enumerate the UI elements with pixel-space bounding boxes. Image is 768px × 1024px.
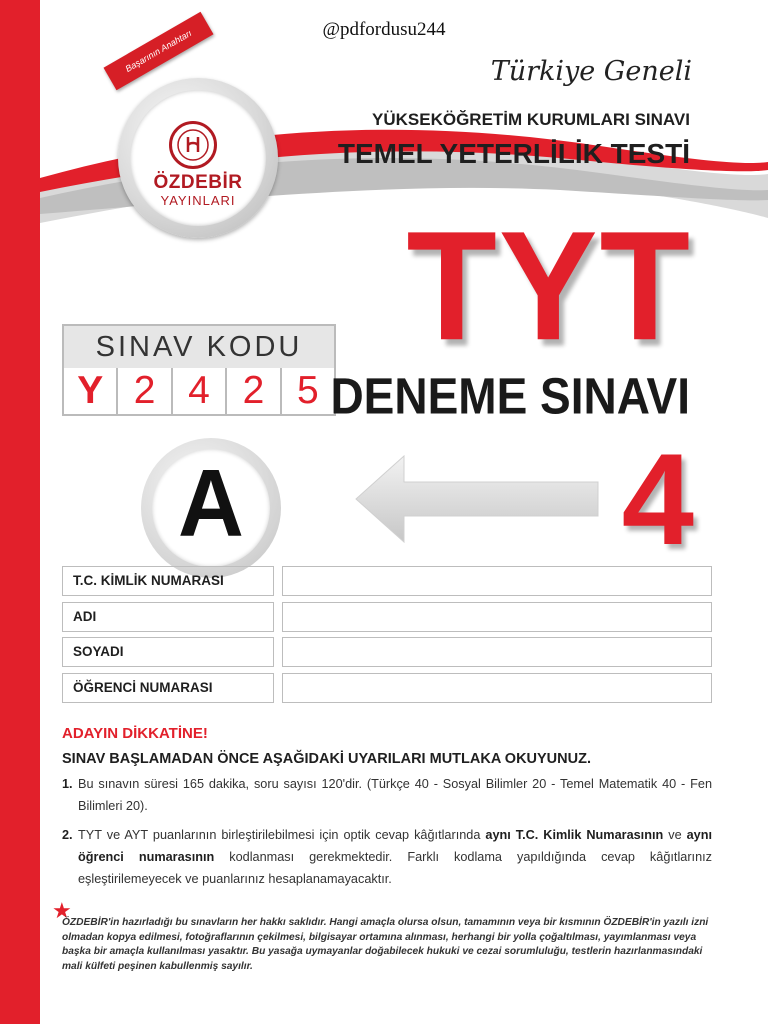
warning-item-text: Bu sınavın süresi 165 dakika, soru sayısı 120'dir. (Türkçe 40 - Sosyal Bilimler 20 - Temel Matematik 40 - Fen Bilimleri 20).	[78, 777, 712, 813]
surname-field[interactable]	[282, 637, 712, 667]
warning-item-number: 2.	[62, 828, 73, 842]
exam-code-char: 2	[118, 368, 172, 414]
header-subtitle: YÜKSEKÖĞRETİM KURUMLARI SINAVI	[372, 110, 690, 129]
student-number-label: ÖĞRENCİ NUMARASI	[62, 673, 274, 703]
exam-number: 4	[621, 426, 694, 572]
name-label: ADI	[62, 602, 274, 632]
tc-number-field[interactable]	[282, 566, 712, 596]
warning-text-bold: aynı T.C. Kimlik Numarasının	[485, 828, 664, 842]
exam-code-title: TYT	[406, 199, 692, 373]
exam-code-label: SINAV KODU	[64, 326, 334, 368]
publisher-subname: YAYINLARI	[160, 193, 236, 208]
warnings-title: ADAYIN DİKKATİNE!	[62, 725, 208, 742]
warning-text-bold: aynı öğrenci numarasının	[78, 828, 713, 864]
copyright-note: ÖZDEBİR'in hazırladığı bu sınavların her hakkı saklıdır. Hangi amaçla olursa olsun, tamamının veya bir kısmının ÖZDEBİR'in yazılı izni olmadan kopya edilmesi, fotoğraflarının çekilmesi, bilgisayar ortamına alınması, herhangi bir yolla çoğaltılması, yayımlanması veya başka bir amaçla kullanılması yasaktır. Bu yasağa uymayanlar doğabilecek hukuki ve cezai sorumluluğu, testlerin hazırlanmasındaki mali külfeti peşinen kabullenmiş sayılır.	[62, 917, 709, 972]
form-row-tc	[62, 566, 712, 596]
star-icon: ★	[52, 898, 72, 923]
logo-ribbon: Başarının Anahtarı	[104, 12, 214, 91]
warning-item	[62, 824, 712, 890]
publisher-name: ÖZDEBİR	[153, 172, 243, 193]
header-script: Türkiye Geneli	[490, 56, 692, 87]
warnings-subtitle: SINAV BAŞLAMADAN ÖNCE AŞAĞIDAKİ UYARILARI MUTLAKA OKUYUNUZ.	[62, 751, 591, 767]
warning-text-part: TYT ve AYT puanlarının birleştirilebilmesi için optik cevap kâğıtlarında	[78, 828, 486, 842]
exam-code-char: 5	[296, 369, 319, 412]
form-row-name	[62, 602, 712, 632]
form-row-student-number	[62, 673, 712, 703]
student-number-field[interactable]	[282, 673, 712, 703]
form-row-surname	[62, 637, 712, 667]
exam-code-char: 4	[173, 368, 227, 414]
warning-text-part: kodlanması gerekmektedir. Farklı kodlama yapıldığında cevap kâğıtlarınız eşleştirilemeyecek ve puanlarınız hesaplanamayacaktır.	[78, 850, 712, 886]
tc-number-label: T.C. KİMLİK NUMARASI	[62, 566, 274, 596]
name-field[interactable]	[282, 602, 712, 632]
header-title: TEMEL YETERLİLİK TESTİ	[337, 138, 690, 169]
warning-item-text	[78, 824, 712, 890]
exam-code-char: 2	[227, 368, 281, 414]
booklet-letter: A	[178, 450, 244, 557]
exam-name: DENEME SINAVI	[330, 367, 690, 425]
exam-code-char: Y	[64, 368, 118, 414]
student-info-form	[62, 566, 712, 708]
surname-label: SOYADI	[62, 637, 274, 667]
warning-item-number: 1.	[62, 777, 73, 791]
warning-item	[62, 773, 712, 817]
watermark: @pdfordusu244	[322, 19, 446, 40]
warning-text-part: ve	[663, 828, 687, 842]
